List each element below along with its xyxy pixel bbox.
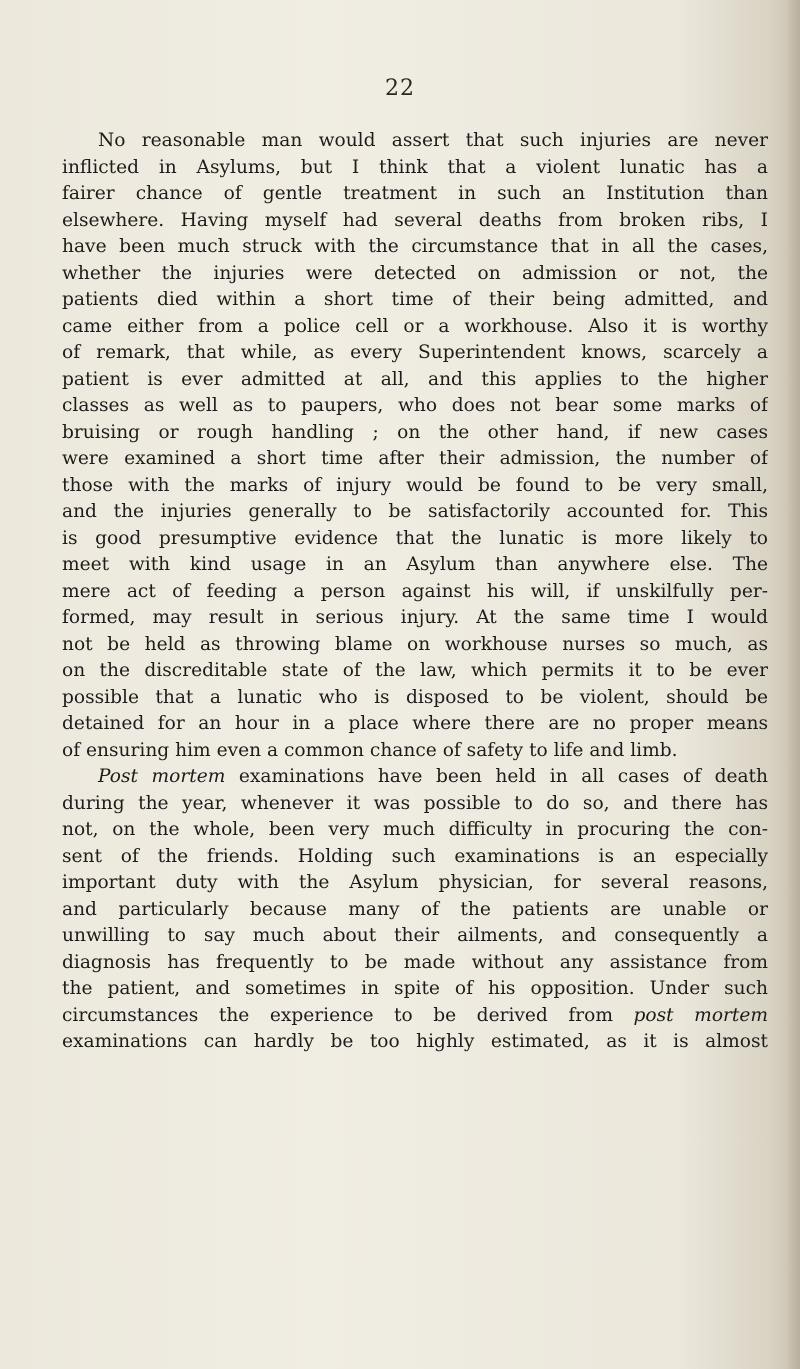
text-line: possible that a lunatic who is disposed to be violent, should be (62, 686, 768, 708)
text-line: is good presumptive evidence that the lunatic is more likely to (62, 527, 768, 549)
text-line: not, on the whole, been very much difficulty in procuring the con- (62, 819, 768, 840)
text-line: whether the injuries were detected on admission or not, the (62, 262, 768, 284)
text-line: mere act of feeding a person against his will, if unskilfully per- (62, 580, 768, 602)
text-line: the patient, and sometimes in spite of his opposition. Under such (62, 978, 768, 999)
text-line: have been much struck with the circumstance that in all the cases, (62, 236, 768, 257)
text-line: important duty with the Asylum physician, for several reasons, (62, 872, 768, 893)
text-line: bruising or rough handling ; on the other hand, if new cases (62, 421, 768, 443)
text-line: and particularly because many of the patients are unable or (62, 898, 768, 920)
text-line: those with the marks of injury would be found to be very small, (62, 474, 768, 496)
text-line: not be held as throwing blame on workhouse nurses so much, as (62, 633, 768, 655)
text-fragment: circumstances the experience to be derived from (62, 1004, 634, 1026)
text-line: on the discreditable state of the law, which permits it to be ever (62, 660, 768, 681)
text-line: inflicted in Asylums, but I think that a violent lunatic has a (62, 156, 768, 178)
text-line: meet with kind usage in an Asylum than anywhere else. The (62, 554, 768, 575)
text-line: of ensuring him even a common chance of safety to life and limb. (62, 739, 678, 761)
paragraph-1 (62, 128, 768, 764)
text-line: were examined a short time after their admission, the number of (62, 448, 768, 469)
text-line: of remark, that while, as every Superintendent knows, scarcely a (62, 342, 768, 363)
page-edge-shadow (786, 0, 800, 1369)
paragraph-2 (62, 764, 768, 1056)
text-line: sent of the friends. Holding such examinations is an especially (62, 845, 768, 867)
text-line: elsewhere. Having myself had several deaths from broken ribs, I (62, 209, 768, 231)
text-line: and the injuries generally to be satisfactorily accounted for. This (62, 501, 768, 522)
page-number: 22 (385, 76, 415, 101)
text-line: unwilling to say much about their ailments, and consequently a (62, 925, 768, 946)
text-line: detained for an hour in a place where there are no proper means (62, 713, 768, 734)
text-line: No reasonable man would assert that such injuries are never (98, 130, 768, 151)
text-line: examinations can hardly be too highly estimated, as it is almost (62, 1031, 768, 1052)
italic-phrase: Post mortem (98, 766, 226, 787)
text-line: patients died within a short time of their being admitted, and (62, 289, 768, 310)
text-line (62, 764, 768, 791)
body-text (62, 128, 768, 1056)
text-line: formed, may result in serious injury. At the same time I would (62, 607, 768, 628)
text-line: during the year, whenever it was possible to do so, and there has (62, 792, 768, 814)
text-line: came either from a police cell or a workhouse. Also it is worthy (62, 315, 768, 337)
italic-phrase: post mortem (633, 1004, 768, 1026)
text-line: fairer chance of gentle treatment in such an Institution than (62, 183, 768, 204)
text-fragment: examinations have been held in all cases of death (225, 766, 768, 787)
text-line: diagnosis has frequently to be made without any assistance from (62, 951, 768, 973)
text-line (62, 1003, 768, 1030)
text-line: patient is ever admitted at all, and this applies to the higher (62, 368, 768, 390)
text-line: classes as well as to paupers, who does not bear some marks of (62, 395, 768, 416)
